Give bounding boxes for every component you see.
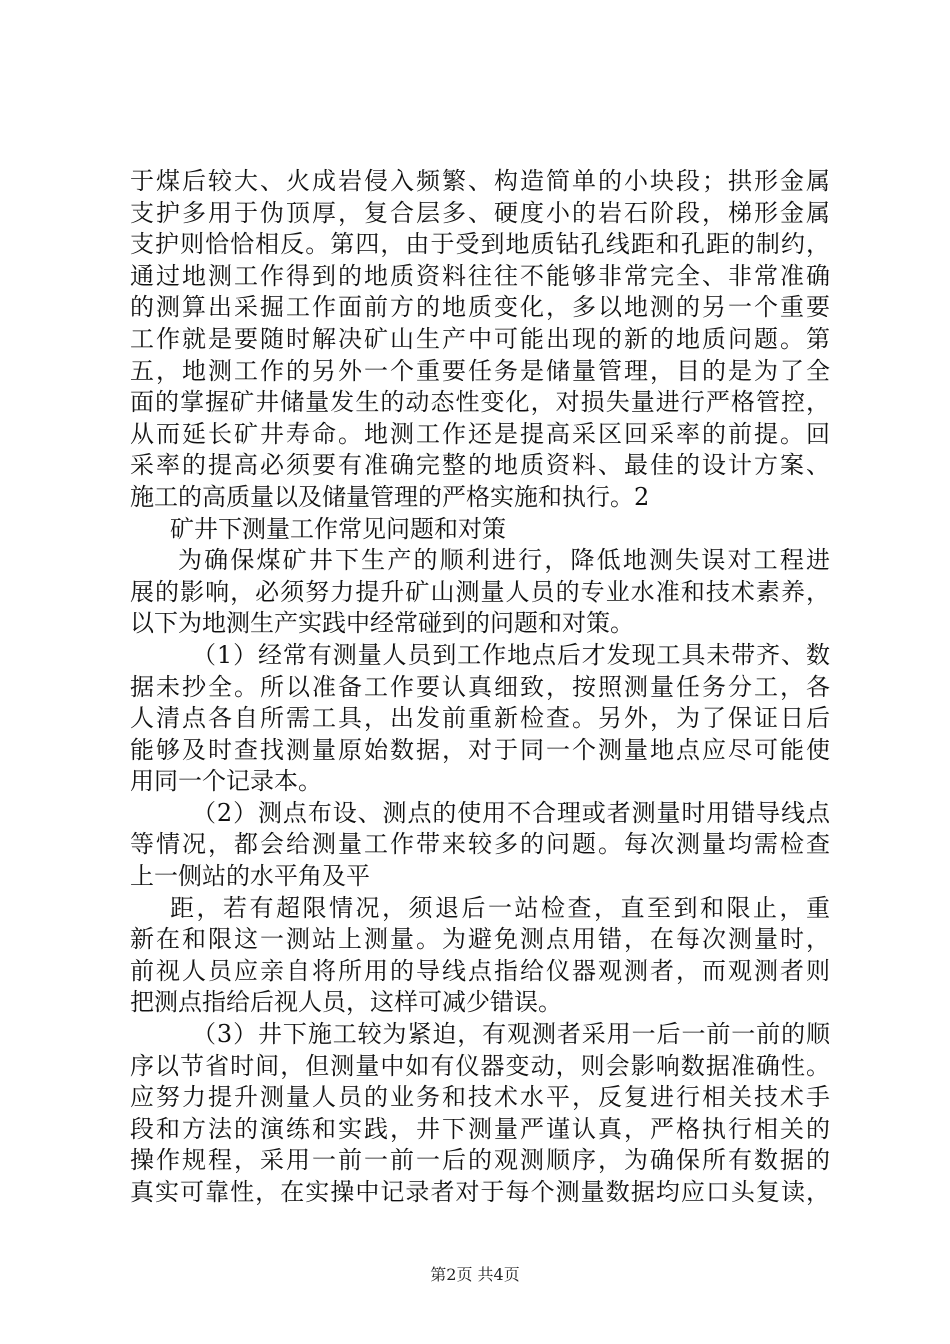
text-line: 施工的高质量以及储量管理的严格实施和执行。2 — [130, 482, 650, 511]
text-line: 等情况，都会给测量工作带来较多的问题。每次测量均需检查 — [130, 830, 830, 859]
text-line: 面的掌握矿井储量发生的动态性变化，对损失量进行严格管控， — [130, 388, 830, 417]
text-line: （2）测点布设、测点的使用不合理或者测量时用错导线点 — [192, 798, 830, 827]
text-line: 前视人员应亲自将所用的导线点指给仪器观测者，而观测者则 — [130, 956, 830, 985]
text-line: 能够及时查找测量原始数据，对于同一个测量地点应尽可能使 — [130, 735, 830, 764]
text-line: 的测算出采掘工作面前方的地质变化，多以地测的另一个重要 — [130, 293, 830, 322]
text-line: 工作就是要随时解决矿山生产中可能出现的新的地质问题。第 — [130, 324, 830, 353]
text-line: 采率的提高必须要有准确完整的地质资料、最佳的设计方案、 — [130, 451, 830, 480]
text-line: 序以节省时间，但测量中如有仪器变动，则会影响数据准确性。 — [130, 1051, 830, 1080]
text-line: 段和方法的演练和实践，井下测量严谨认真，严格执行相关的 — [130, 1114, 830, 1143]
text-line: 五，地测工作的另外一个重要任务是储量管理，目的是为了全 — [130, 356, 830, 385]
section-heading: 矿井下测量工作常见问题和对策 — [170, 514, 506, 543]
text-line: 用同一个记录本。 — [130, 767, 322, 796]
text-line: 为确保煤矿井下生产的顺利进行，降低地测失误对工程进 — [178, 546, 830, 575]
text-line: 支护则恰恰相反。第四，由于受到地质钻孔线距和孔距的制约， — [130, 230, 830, 259]
body-text — [130, 166, 830, 1209]
text-line: 操作规程，采用一前一前一后的观测顺序，为确保所有数据的 — [130, 1146, 830, 1175]
text-line: 于煤后较大、火成岩侵入频繁、构造简单的小块段；拱形金属 — [130, 167, 830, 195]
text-line: 把测点指给后视人员，这样可减少错误。 — [130, 988, 562, 1017]
text-line: 距，若有超限情况，须退后一站检查，直至到和限止，重 — [170, 893, 830, 922]
text-line: 以下为地测生产实践中经常碰到的问题和对策。 — [130, 609, 634, 638]
page-footer: 第2页 共4页 — [430, 1265, 520, 1284]
text-line: 新在和限这一测站上测量。为避免测点用错，在每次测量时， — [130, 925, 830, 954]
text-line: （1）经常有测量人员到工作地点后才发现工具未带齐、数 — [192, 640, 830, 669]
text-line: 从而延长矿井寿命。地测工作还是提高采区回采率的前提。回 — [130, 419, 830, 448]
text-line: 人清点各自所需工具，出发前重新检查。另外，为了保证日后 — [130, 704, 830, 733]
text-line: 应努力提升测量人员的业务和技术水平，反复进行相关技术手 — [130, 1083, 830, 1112]
text-line: 据未抄全。所以准备工作要认真细致，按照测量任务分工，各 — [130, 672, 830, 701]
text-line: 展的影响，必须努力提升矿山测量人员的专业水准和技术素养， — [130, 577, 830, 606]
text-line: （3）井下施工较为紧迫，有观测者采用一后一前一前的顺 — [192, 1020, 830, 1049]
text-line: 真实可靠性，在实操中记录者对于每个测量数据均应口头复读， — [130, 1178, 830, 1206]
text-line: 通过地测工作得到的地质资料往往不能够非常完全、非常准确 — [130, 261, 830, 290]
text-line: 支护多用于伪顶厚，复合层多、硬度小的岩石阶段，梯形金属 — [130, 198, 830, 227]
text-line: 上一侧站的水平角及平 — [130, 862, 370, 891]
